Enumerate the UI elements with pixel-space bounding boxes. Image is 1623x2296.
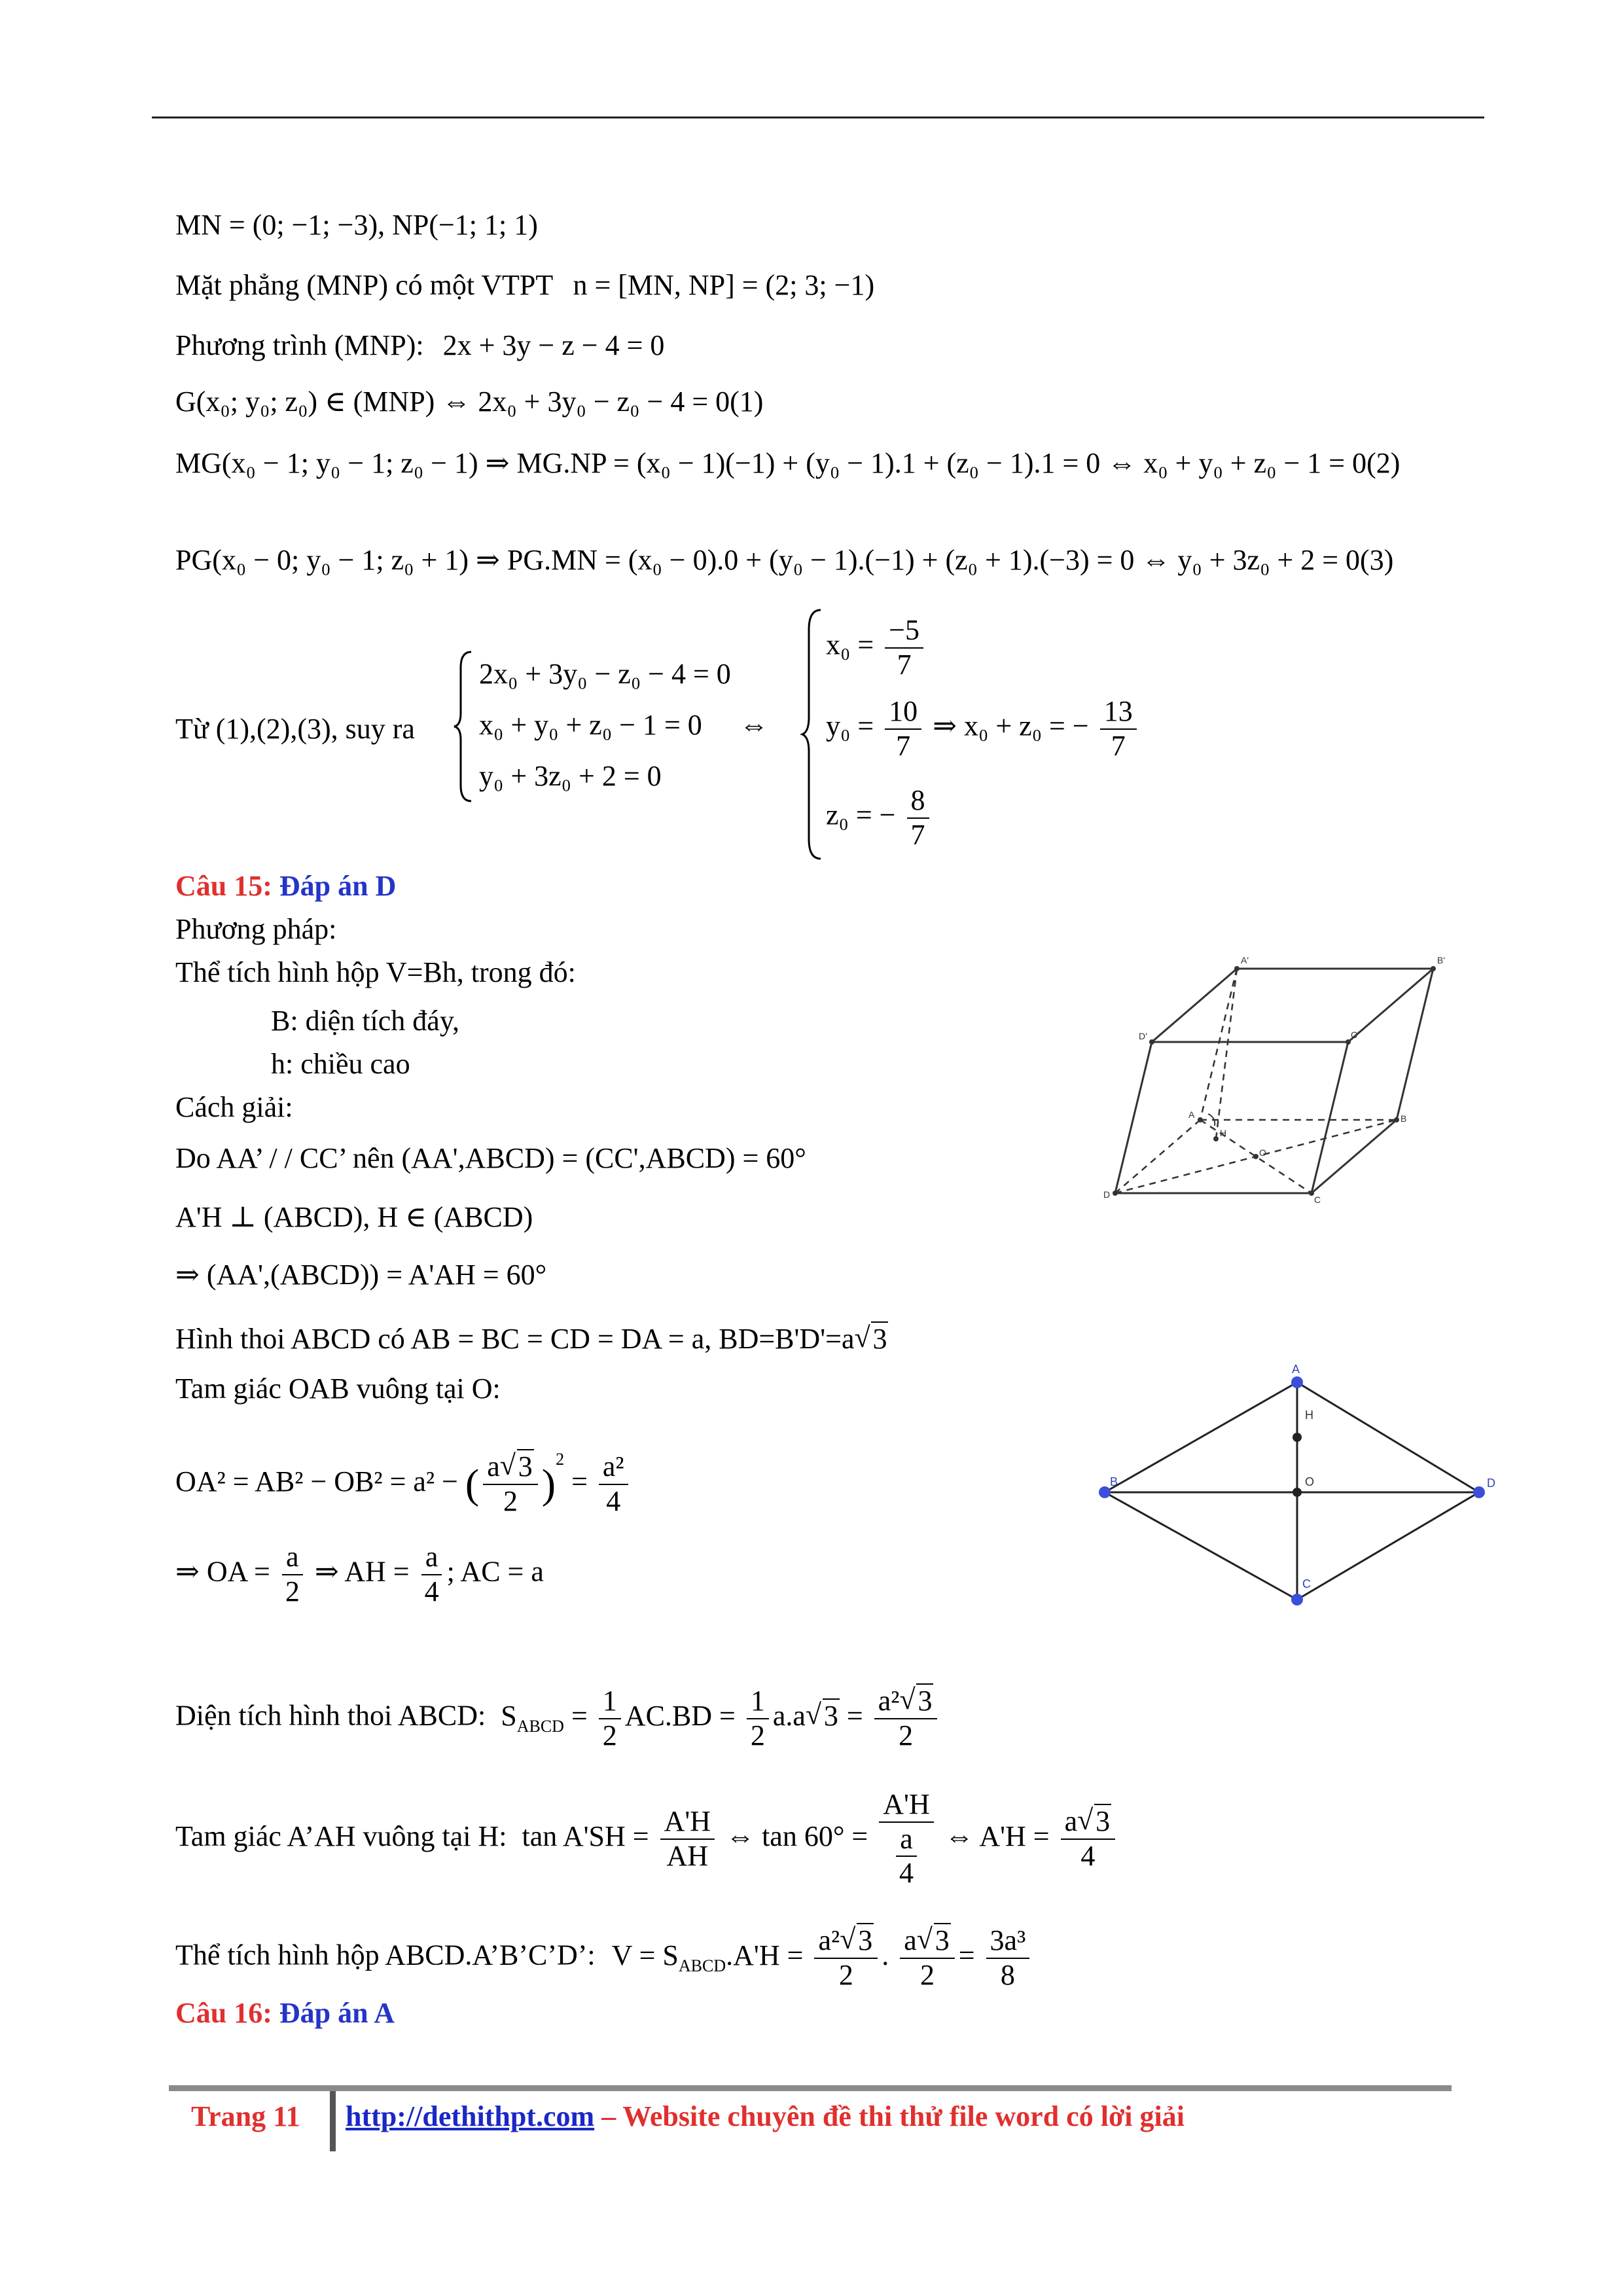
edge-a1a-hidden [1200,969,1237,1120]
side-bc [1105,1492,1297,1600]
rh-label-h: H [1305,1408,1313,1422]
label-b: B [1400,1113,1407,1124]
step-8-mid2: a.a [772,1699,806,1732]
step-9-math [522,1788,1120,1890]
rh-label-d: D [1487,1477,1495,1490]
point-a [1198,1117,1203,1122]
edge-cb [1311,1120,1397,1193]
ah-result [1061,1805,1116,1873]
ah-den: 4 [424,1575,439,1607]
half-num-2: 1 [747,1685,769,1719]
y0-fraction [885,695,921,762]
equation-3-line: PG(x₀ − 0; y₀ − 1; z₀ + 1) ⇒ PG.MN = (x₀ − 0).0 + (y₀ − 1).(−1) + (z₀ + 1).(−3) = 0 ⇔ y₀ + 3z₀ + 2 = 0(3) [175,544,1394,576]
point-b [1394,1117,1399,1122]
volume-formula: Thể tích hình hộp V=Bh, trong đó: [175,956,576,988]
vertex-b [1099,1486,1111,1498]
tan60-fraction [879,1788,933,1890]
solution-y0 [826,695,1141,762]
vol-f1-num-a: a² [818,1924,840,1956]
vol-f2-root: 3 [935,1924,950,1956]
step-6-fraction [483,1450,538,1518]
footer-line [346,2100,1185,2133]
rh-label-b: B [1110,1475,1118,1488]
question-16-heading [175,1996,395,2031]
point-c1 [1346,1039,1351,1045]
area-num-a: a² [878,1685,900,1717]
step-4-sqrt [854,1322,888,1357]
system-eq-2: x₀ + y₀ + z₀ − 1 = 0 [479,709,702,741]
step-8-root: 3 [823,1699,838,1732]
paren-open: ( [465,1460,480,1507]
plane-equation-math: 2x + 3y − z − 4 = 0 [442,329,665,361]
footer-tagline: – Website chuyên đề thi thử file word có lời giải [594,2100,1185,2132]
step-8-math [501,1685,941,1751]
tan60-num: A'H [879,1788,933,1823]
solution-x0 [826,614,927,681]
step-6-result [599,1450,628,1518]
x0-fraction [885,614,923,681]
step-6-den: 2 [503,1484,518,1517]
question-15-answer: Đáp án D [279,870,397,902]
ah-result-sqrt [1077,1805,1111,1839]
equation-1-line: G(x₀; y₀; z₀) ∈ (MNP) ⇔ 2x₀ + 3y₀ − z₀ − 4 = 0(1) [175,386,764,418]
question-15-label: Câu 15: [175,870,272,902]
x0-lhs: x₀ = [826,628,874,661]
footer-page-number: Trang 11 [191,2100,300,2132]
half-den-1: 2 [602,1719,617,1751]
edge-ad-hidden [1115,1120,1200,1193]
step-6-root: 3 [518,1450,533,1483]
plane-equation-line [175,329,664,363]
edge-b1b [1397,969,1433,1120]
step-8-eq: = [571,1699,588,1732]
step-10 [175,1924,1033,1992]
vertex-a [1291,1376,1303,1388]
ah-num: a [421,1541,442,1575]
footer-website-link[interactable]: http://dethithpt.com [346,2100,595,2132]
point-a1 [1234,966,1240,971]
question-15-heading [175,869,396,904]
step-10-math: $V = S_{ABCD}.A'H$ = $\frac{\text{a²√ 3}}{2}$ . $\frac{a√ 3}{2}$ = $\frac{\text{3a³}}{8}$ [612,1939,1034,1971]
left-brace-2 [800,606,826,863]
system-eq-3: y₀ + 3z₀ + 2 = 0 [479,760,662,792]
vol-result-num: 3a³ [986,1924,1030,1959]
result-fraction [1100,695,1137,762]
step-6-lhs: OA² = AB² − OB² = a² − [175,1465,458,1498]
vol-f1-root: 3 [858,1924,873,1956]
edge-b1c1 [1348,969,1433,1042]
h-definition: h: chiều cao [271,1048,410,1080]
step-7-a: ⇒ OA = [175,1555,270,1588]
half-den-2: 2 [750,1719,765,1751]
step-4-text: Hình thoi ABCD có AB = BC = CD = DA = a, BD=B'D'=a [175,1323,855,1355]
result-num: 13 [1100,695,1137,730]
normal-vector-text: Mặt phẳng (MNP) có một VTPT [175,269,553,301]
point-d1 [1149,1039,1154,1045]
label-d1: D' [1139,1031,1147,1041]
oa-den: 2 [285,1575,300,1607]
label-c: C [1314,1194,1321,1205]
step-6-num [483,1450,538,1485]
step-7-b: ⇒ AH = [314,1555,410,1588]
step-9-a: tan A'SH = [522,1820,649,1852]
b-definition: B: diện tích đáy, [271,1005,459,1037]
vol-result [986,1924,1030,1992]
rhombus-figure [1086,1361,1518,1623]
vol-f2-den: 2 [919,1958,935,1991]
rh-label-c: C [1302,1577,1311,1590]
method-heading: Phương pháp: [175,913,337,945]
label-d: D [1103,1189,1111,1200]
footer-separator [330,2091,336,2151]
step-8-text: Diện tích hình thoi ABCD: [175,1699,486,1732]
ah-result-root: 3 [1096,1805,1111,1838]
label-a: A [1188,1109,1195,1120]
oa-num: a [282,1541,303,1575]
side-ad [1297,1382,1479,1492]
step-6-rnum: a² [599,1450,628,1485]
vertex-c [1291,1594,1303,1605]
step-2: A'H ⊥ (ABCD), H ∈ (ABCD) [175,1201,533,1233]
half-fraction-1 [599,1685,621,1752]
half-num-1: 1 [599,1685,621,1719]
vol-f1-num [814,1924,878,1959]
step-3: ⇒ (AA',(ABCD)) = A'AH = 60° [175,1259,547,1291]
step-9-c: ⇔ A'H = [944,1820,1050,1852]
oa-fraction [281,1541,304,1608]
step-6-eq: = [571,1465,588,1498]
half-fraction-2 [747,1685,769,1752]
edge-c1c [1311,1042,1348,1193]
label-o: O [1259,1147,1266,1158]
rh-label-o: O [1305,1475,1315,1488]
edge-a1d1 [1152,969,1237,1042]
step-8-sqrt [806,1699,840,1734]
step-4 [175,1322,888,1357]
system-eq-1: 2x₀ + 3y₀ − z₀ − 4 = 0 [479,658,731,690]
vol-fraction-2 [900,1924,955,1992]
y0-den: 7 [896,729,911,762]
paren-close: ) [541,1460,556,1507]
equation-2-line: MG(x₀ − 1; y₀ − 1; z₀ − 1) ⇒ MG.NP = (x₀ − 1)(−1) + (y₀ − 1).1 + (z₀ − 1).1 = 0 ⇔ x₀ + y₀ + z₀ − 1 = 0(2) [175,447,1400,479]
ah-fraction [421,1541,443,1608]
point-h [1213,1136,1219,1141]
step-9 [175,1788,1119,1890]
step-7 [175,1541,544,1608]
point-o [1253,1154,1258,1159]
tan60-den [891,1823,921,1890]
footer-rule [169,2085,1452,2091]
point-c [1309,1191,1314,1196]
step-6-rden: 4 [606,1484,621,1517]
step-6 [175,1449,632,1518]
s-subscript: ABCD [516,1716,564,1736]
left-brace-1 [452,648,478,805]
y0-tail: ⇒ x₀ + z₀ = − [933,709,1089,742]
point-o-rhombus [1293,1488,1302,1497]
vol-f2-num-a: a [904,1924,917,1956]
angle-mark [1208,1114,1215,1126]
step-10-a: V = S [611,1939,679,1971]
area-result [874,1685,938,1752]
y0-num: 10 [885,695,921,730]
result-den: 7 [1111,729,1126,762]
step-9-b: ⇔ tan 60° = [726,1820,868,1852]
point-d [1113,1191,1118,1196]
z0-lhs: z₀ = − [826,798,896,831]
square-exponent: 2 [556,1450,565,1469]
ah-result-num [1061,1805,1116,1840]
plane-equation-text: Phương trình (MNP): [175,329,424,361]
x0-den: 7 [897,648,912,681]
step-6-num-a: a [487,1450,500,1483]
x0-num: −5 [885,614,923,649]
step-10-sub: ABCD [678,1956,726,1975]
vol-result-den: 8 [1000,1958,1015,1991]
side-dc [1297,1492,1479,1600]
rh-label-a: A [1292,1363,1300,1376]
tan60-den-num: a [896,1823,917,1857]
label-h: H [1220,1128,1227,1138]
z0-num: 8 [907,784,929,819]
side-ab [1105,1382,1297,1492]
tan-den: AH [666,1839,709,1872]
step-1: Do AA’ / / CC’ nên (AA',ABCD) = (CC',ABCD) = 60° [175,1142,806,1174]
vol-f2-num [900,1924,955,1959]
edge-a1h-hidden [1216,969,1237,1139]
point-h-rhombus [1293,1433,1302,1442]
tan-fraction [660,1805,715,1873]
vol-f1-sqrt [840,1924,874,1958]
step-8-eq2: = [846,1699,863,1732]
ah-result-a: a [1064,1805,1078,1838]
step-8-mid: AC.BD = [624,1699,736,1732]
area-sqrt [899,1685,933,1718]
equivalence-arrow: ⇔ [740,709,768,741]
normal-vector-math: n = [MN, NP] = (2; 3; −1) [573,269,875,301]
step-10-b: .A'H = [726,1939,804,1971]
vol-f2-sqrt [917,1924,951,1958]
vertex-d [1473,1486,1485,1498]
area-den: 2 [899,1719,914,1751]
question-16-label: Câu 16: [175,1997,272,2029]
step-6-sqrt [500,1450,534,1484]
s-symbol: S [501,1699,517,1732]
z0-fraction [907,784,929,852]
step-5: Tam giác OAB vuông tại O: [175,1372,501,1405]
vol-f1-den: 2 [838,1958,853,1991]
ah-result-den: 4 [1080,1839,1096,1872]
label-c1: C' [1351,1030,1359,1040]
edge-d1d [1115,1042,1152,1193]
header-rule [152,117,1484,118]
step-7-c: ; AC = a [446,1555,544,1588]
area-root: 3 [918,1685,933,1717]
step-10-text: Thể tích hình hộp ABCD.A’B’C’D’: [175,1939,596,1971]
label-b1: B' [1437,955,1446,965]
label-a1: A' [1241,955,1249,965]
z0-den: 7 [910,818,925,851]
area-num [874,1685,938,1719]
solution-z0 [826,784,933,852]
tan-num: A'H [660,1805,715,1840]
tan60-den-den: 4 [899,1857,914,1890]
point-b1 [1431,966,1436,971]
vol-fraction-1 [814,1924,878,1992]
normal-vector-line [175,268,874,303]
y0-lhs: y₀ = [826,709,874,742]
step-9-text: Tam giác A’AH vuông tại H: [175,1820,507,1852]
step-8 [175,1685,941,1752]
solution-heading: Cách giải: [175,1091,293,1123]
parallelepiped-figure [1086,942,1492,1257]
step-4-root: 3 [872,1323,887,1355]
question-16-answer: Đáp án A [279,1997,395,2029]
system-intro: Từ (1),(2),(3), suy ra [175,713,415,745]
vector-line-mn-np: MN = (0; −1; −3), NP(−1; 1; 1) [175,209,538,241]
